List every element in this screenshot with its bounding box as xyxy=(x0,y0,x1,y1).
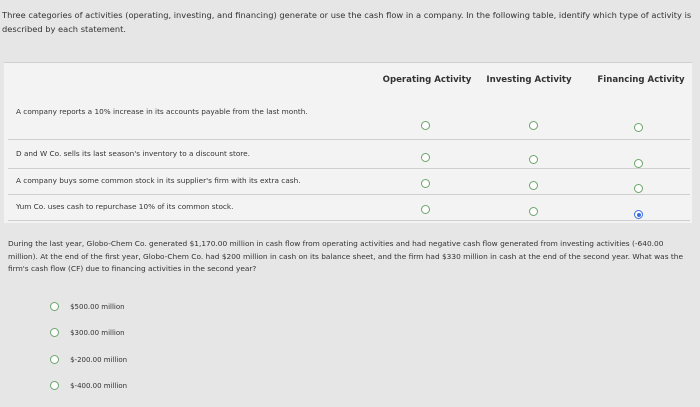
table-row xyxy=(8,168,690,195)
row-statement: D and W Co. sells its last season's inventory to a discount store. xyxy=(16,149,250,158)
radio-financing-selected[interactable] xyxy=(634,210,643,219)
option-radio[interactable] xyxy=(50,302,59,311)
option-radio[interactable] xyxy=(50,355,59,364)
option-label: $-400.00 million xyxy=(70,381,128,390)
table-row xyxy=(8,97,690,140)
radio-financing[interactable] xyxy=(634,123,643,132)
question-2-text: During the last year, Globo-Chem Co. generated $1,170.00 million in cash flow from operating activities and had negative cash flow generated from investing activities (-640.00 million). At the end of the first year, Globo-Chem Co. had $200 million in cash on its balance sheet, and the firm had $330 million in cash at the end of the second year. What was the firm's cash flow (CF) due to financing activities in the second year? xyxy=(8,239,684,274)
row-statement: Yum Co. uses cash to repurchase 10% of its common stock. xyxy=(16,202,234,211)
radio-operating[interactable] xyxy=(421,121,430,130)
option-label: $-200.00 million xyxy=(70,355,128,364)
radio-operating[interactable] xyxy=(421,205,430,214)
table-row xyxy=(8,139,690,169)
radio-investing[interactable] xyxy=(529,121,538,130)
radio-investing[interactable] xyxy=(529,207,538,216)
row-statement: A company buys some common stock in its supplier's firm with its extra cash. xyxy=(16,176,301,185)
radio-financing[interactable] xyxy=(634,184,643,193)
answer-option[interactable] xyxy=(50,322,125,341)
radio-financing[interactable] xyxy=(634,159,643,168)
radio-operating[interactable] xyxy=(421,179,430,188)
row-statement: A company reports a 10% increase in its accounts payable from the last month. xyxy=(16,107,308,116)
radio-investing[interactable] xyxy=(529,155,538,164)
column-header-financing: Financing Activity xyxy=(597,75,685,85)
option-radio[interactable] xyxy=(50,381,59,390)
column-header-operating: Operating Activity xyxy=(382,75,472,85)
radio-operating[interactable] xyxy=(421,153,430,162)
question-intro: Three categories of activities (operating, investing, and financing) generate or use the cash flow in a company. In the following table, identify which type of activity is described by each statement. xyxy=(2,10,692,34)
column-header-investing: Investing Activity xyxy=(486,75,572,85)
answer-option[interactable] xyxy=(50,375,127,394)
answer-option[interactable] xyxy=(50,296,125,315)
table-row xyxy=(8,194,690,221)
option-label: $500.00 million xyxy=(70,302,125,311)
activity-table xyxy=(4,62,692,223)
answer-option[interactable] xyxy=(50,349,127,368)
radio-investing[interactable] xyxy=(529,181,538,190)
option-radio[interactable] xyxy=(50,328,59,337)
option-label: $300.00 million xyxy=(70,328,125,337)
